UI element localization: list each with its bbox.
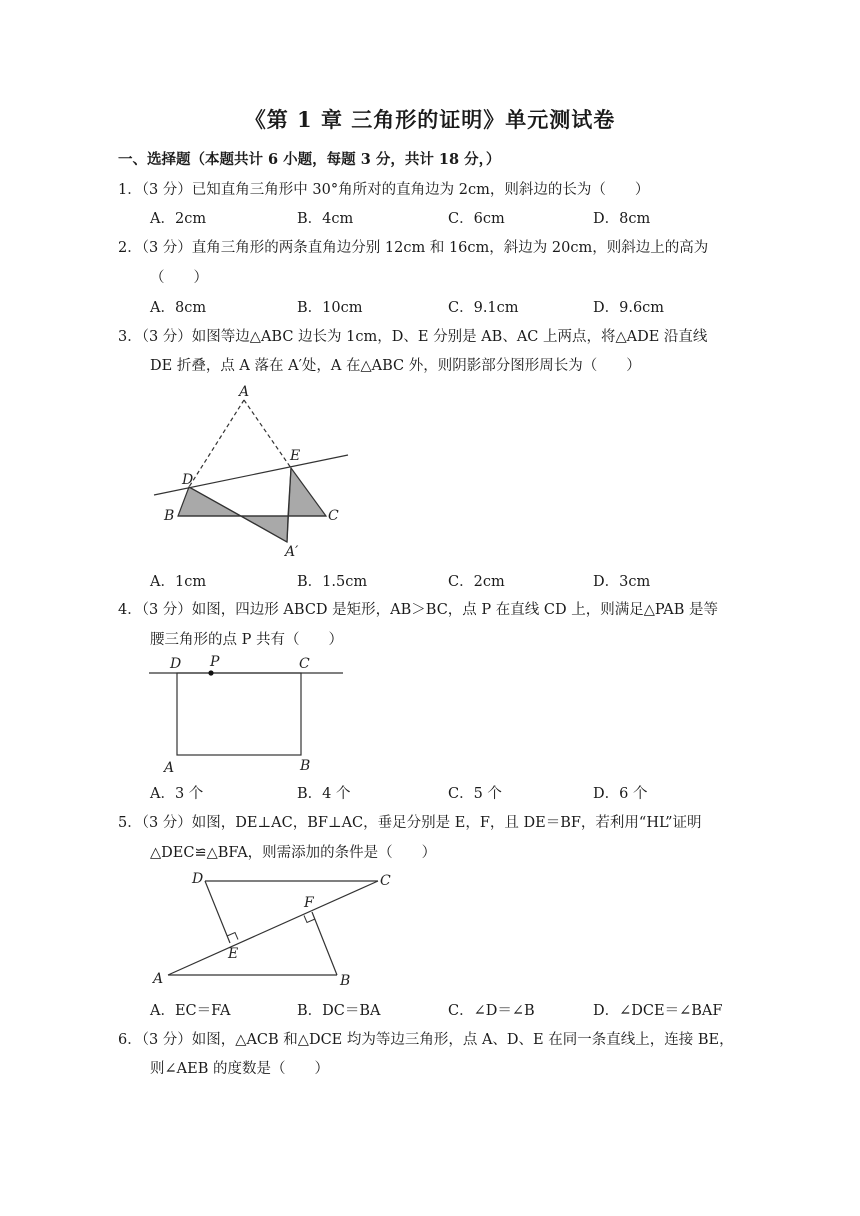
option-b: B．DC＝BA (297, 1003, 381, 1019)
label-c: C (328, 508, 339, 524)
point-p (208, 670, 213, 675)
question-2-text-cont: （ ） (150, 270, 208, 286)
option-d: D．8cm (593, 211, 651, 227)
option-d: D．3cm (593, 574, 651, 590)
label-d: D (192, 871, 204, 887)
dashed-ad (189, 400, 244, 487)
shade-left (178, 487, 241, 516)
option-a: A．8cm (150, 300, 207, 316)
figure-3-folded-triangle (140, 380, 360, 565)
option-d: D．9.6cm (593, 300, 665, 316)
label-d: D (170, 656, 182, 672)
option-a: A．EC＝FA (150, 1003, 231, 1019)
option-b: B．4 个 (297, 786, 351, 802)
option-b: B．1.5cm (297, 574, 368, 590)
line-bf (312, 912, 337, 975)
question-4-text: 4．（3 分）如图，四边形 ABCD 是矩形，AB＞BC，点 P 在直线 CD 上，则满足△PAB 是等 (118, 602, 719, 618)
option-a: A．1cm (150, 574, 207, 590)
question-3-text-cont: DE 折叠，点 A 落在 A′处，A 在△ABC 外，则阴影部分图形周长为（ ） (150, 358, 641, 374)
line-de (205, 881, 230, 943)
option-d: D．6 个 (593, 786, 648, 802)
option-a: A．2cm (150, 211, 207, 227)
option-c: C．∠D＝∠B (448, 1003, 535, 1019)
label-c: C (299, 656, 310, 672)
option-d: D．∠DCE＝∠BAF (593, 1003, 723, 1019)
question-6-text: 6．（3 分）如图，△ACB 和△DCE 均为等边三角形，点 A、D、E 在同一条直线上，连接 BE， (118, 1032, 734, 1048)
question-1-text: 1．（3 分）已知直角三角形中 30°角所对的直角边为 2cm，则斜边的长为（ ） (118, 182, 650, 198)
label-p: P (210, 654, 220, 670)
option-b: B．10cm (297, 300, 363, 316)
label-d: D (182, 472, 194, 488)
label-b: B (300, 758, 311, 774)
label-e: E (228, 946, 239, 962)
label-a: A (164, 760, 175, 776)
label-a: A (153, 971, 164, 987)
label-e: E (290, 448, 301, 464)
question-5-text: 5．（3 分）如图，DE⊥AC，BF⊥AC，垂足分别是 E，F，且 DE＝BF，若利用“HL”证明 (118, 815, 702, 831)
dashed-ae (244, 400, 291, 468)
label-b: B (340, 973, 351, 989)
question-3-text: 3．（3 分）如图等边△ABC 边长为 1cm，D、E 分别是 AB、AC 上两点，将△ADE 沿直线 (118, 329, 708, 345)
line-ac (168, 881, 378, 975)
option-c: C．5 个 (448, 786, 502, 802)
question-6-text-cont: 则∠AEB 的度数是（ ） (150, 1061, 329, 1077)
page-title: 《第 1 章 三角形的证明》单元测试卷 (244, 107, 616, 132)
question-2-text: 2．（3 分）直角三角形的两条直角边分别 12cm 和 16cm，斜边为 20cm，则斜边上的高为 (118, 240, 709, 256)
question-5-text-cont: △DEC≌△BFA，则需添加的条件是（ ） (150, 845, 437, 861)
option-a: A．3 个 (150, 786, 204, 802)
shade-right (288, 468, 326, 516)
option-c: C．9.1cm (448, 300, 519, 316)
label-f: F (304, 895, 314, 911)
option-b: B．4cm (297, 211, 354, 227)
label-c: C (380, 873, 391, 889)
rectangle-abcd (177, 673, 301, 755)
figure-4-rectangle (145, 652, 350, 777)
section-heading: 一、选择题（本题共计 6 小题，每题 3 分，共计 18 分，） (118, 151, 501, 168)
label-b: B (164, 508, 175, 524)
option-c: C．6cm (448, 211, 505, 227)
label-a-prime: A′ (285, 544, 299, 560)
label-a: A (239, 384, 250, 400)
figure-5-congruent (150, 865, 405, 995)
question-4-text-cont: 腰三角形的点 P 共有（ ） (150, 632, 343, 648)
option-c: C．2cm (448, 574, 505, 590)
